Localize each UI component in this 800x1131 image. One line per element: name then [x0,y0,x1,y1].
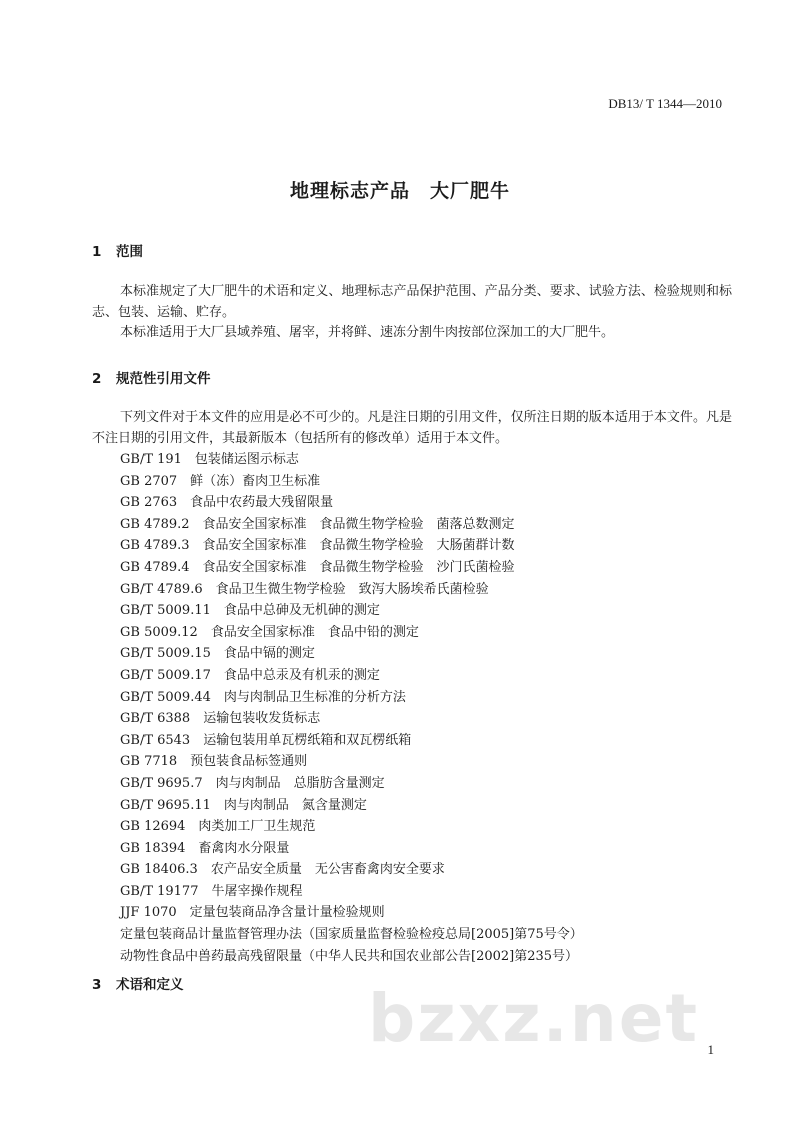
reference-item: 定量包装商品计量监督管理办法（国家质量监督检验检疫总局[2005]第75号令） [120,927,583,943]
section-title: 规范性引用文件 [116,371,211,387]
reference-item: GB 4789.3 食品安全国家标准 食品微生物学检验 大肠菌群计数 [120,538,515,554]
section-number: 3 [92,977,102,993]
paragraph: 本标准适用于大厂县域养殖、屠宰，并将鲜、速冻分割牛肉按部位深加工的大厂肥牛。 [120,325,615,340]
reference-item: GB 2763 食品中农药最大残留限量 [120,495,334,511]
section-number: 1 [92,244,102,260]
reference-item: GB/T 5009.17 食品中总汞及有机汞的测定 [120,667,380,683]
section-title: 范围 [116,244,143,260]
reference-item: GB 7718 预包装食品标签通则 [120,754,308,770]
reference-item: JJF 1070 定量包装商品净含量计量检验规则 [120,905,385,921]
page-title: 地理标志产品 大厂肥牛 [289,180,510,202]
section-title: 术语和定义 [116,977,184,993]
reference-item: GB 4789.4 食品安全国家标准 食品微生物学检验 沙门氏菌检验 [120,559,515,575]
reference-item: GB/T 9695.7 肉与肉制品 总脂肪含量测定 [120,775,385,791]
reference-item: GB 18394 畜禽肉水分限量 [120,840,290,856]
reference-item: GB/T 6543 运输包装用单瓦楞纸箱和双瓦楞纸箱 [120,732,412,748]
reference-item: GB/T 6388 运输包装收发货标志 [120,711,321,727]
reference-item: 动物性食品中兽药最高残留限量（中华人民共和国农业部公告[2002]第235号） [120,948,579,964]
page-number: 1 [707,1042,714,1057]
reference-item: GB 12694 肉类加工厂卫生规范 [120,819,316,835]
reference-list [120,449,583,967]
reference-item: GB 2707 鲜（冻）畜肉卫生标准 [120,473,321,489]
reference-item: GB/T 4789.6 食品卫生微生物学检验 致泻大肠埃希氏菌检验 [120,581,489,597]
section-1-heading [92,240,143,260]
section-2-heading [92,367,211,387]
reference-item: GB/T 19177 牛屠宰操作规程 [120,883,303,899]
reference-item: GB/T 5009.44 肉与肉制品卫生标准的分析方法 [120,689,406,705]
watermark: bzxz.net [368,980,700,1057]
reference-item: GB/T 9695.11 肉与肉制品 氮含量测定 [120,797,367,813]
reference-item: GB 5009.12 食品安全国家标准 食品中铅的测定 [120,624,419,640]
reference-item: GB/T 5009.11 食品中总砷及无机砷的测定 [120,603,380,619]
paragraph: 下列文件对于本文件的应用是必不可少的。凡是注日期的引用文件，仅所注日期的版本适用于本文件。凡是不注日期的引用文件，其最新版本（包括所有的修改单）适用于本文件。 [92,410,732,446]
section-3-heading [92,973,184,993]
section-number: 2 [92,371,102,387]
document-code: DB13/ T 1344—2010 [608,96,722,111]
reference-item: GB 4789.2 食品安全国家标准 食品微生物学检验 菌落总数测定 [120,516,515,532]
reference-item: GB 18406.3 农产品安全质量 无公害畜禽肉安全要求 [120,862,445,878]
reference-item: GB/T 191 包装储运图示标志 [120,452,299,467]
paragraph: 本标准规定了大厂肥牛的术语和定义、地理标志产品保护范围、产品分类、要求、试验方法、检验规则和标志、包装、运输、贮存。 [92,284,732,320]
reference-item: GB/T 5009.15 食品中镉的测定 [120,646,315,662]
